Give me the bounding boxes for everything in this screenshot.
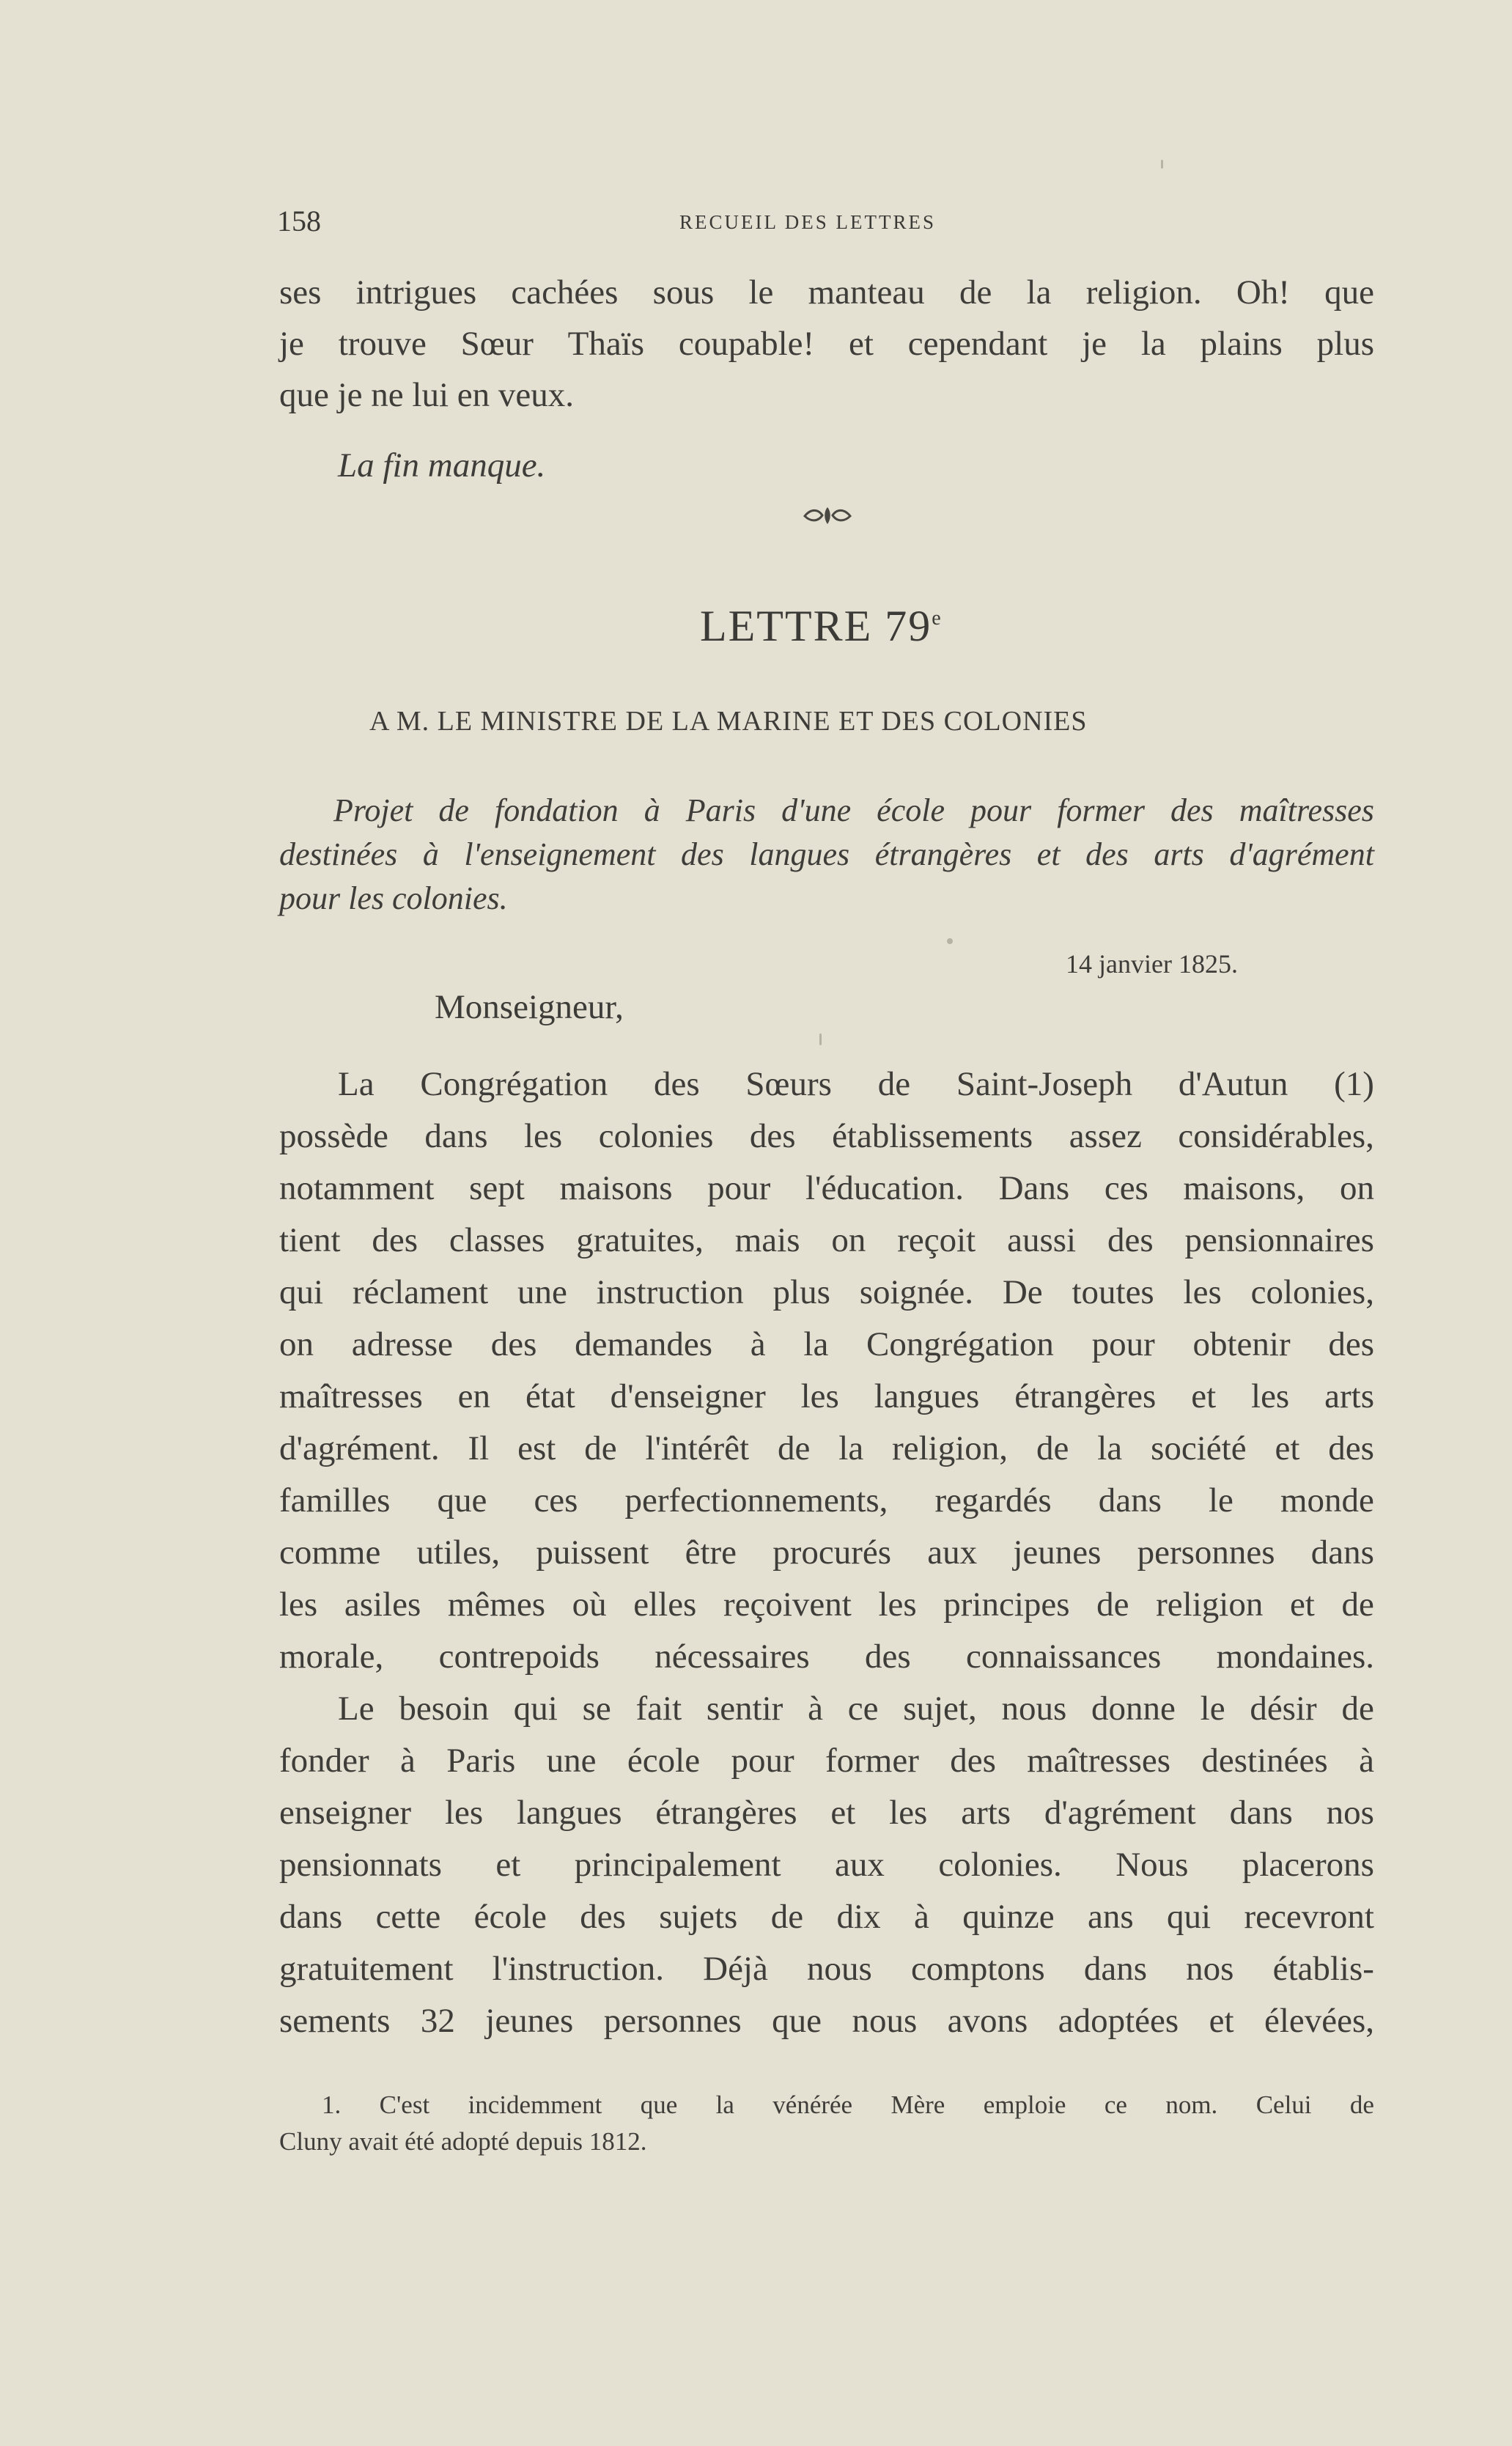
body-line: possède dans les colonies des établissements assez considérables,	[279, 1117, 1374, 1155]
body-line: dans cette école des sujets de dix à quinze ans qui recevront	[279, 1898, 1374, 1936]
body-line: gratuitement l'instruction. Déjà nous comptons dans nos établis-	[279, 1950, 1374, 1988]
salutation: Monseigneur,	[435, 988, 624, 1026]
paper-speck	[947, 938, 953, 944]
body-line: sements 32 jeunes personnes que nous avons adoptées et élevées,	[279, 2002, 1374, 2040]
letter-addressee: A M. LE MINISTRE DE LA MARINE ET DES COLONIES	[369, 706, 1088, 737]
ending-note: La fin manque.	[338, 446, 546, 485]
text-line: ses intrigues cachées sous le manteau de la religion. Oh! que	[279, 273, 1374, 312]
summary-line: pour les colonies.	[279, 880, 508, 916]
body-line: les asiles mêmes où elles reçoivent les principes de religion et de	[279, 1585, 1374, 1624]
body-line: maîtresses en état d'enseigner les langues étrangères et les arts	[279, 1377, 1374, 1415]
body-line: comme utiles, puissent être procurés aux jeunes personnes dans	[279, 1533, 1374, 1572]
body-line: qui réclament une instruction plus soignée. De toutes les colonies,	[279, 1273, 1374, 1311]
body-line: enseigner les langues étrangères et les arts d'agrément dans nos	[279, 1794, 1374, 1832]
summary-line: Projet de fondation à Paris d'une école pour former des maîtresses	[333, 792, 1374, 828]
letter-title-text: LETTRE 79	[700, 602, 932, 650]
letter-title-superscript: e	[932, 607, 943, 630]
paper-speck	[1161, 160, 1163, 169]
page-header	[277, 204, 1376, 240]
summary-line: destinées à l'enseignement des langues étrangères et des arts d'agrément	[279, 836, 1374, 872]
body-line: familles que ces perfectionnements, regardés dans le monde	[279, 1481, 1374, 1519]
body-line: pensionnats et principalement aux colonies. Nous placerons	[279, 1846, 1374, 1884]
body-line: on adresse des demandes à la Congrégation pour obtenir des	[279, 1325, 1374, 1363]
footnote-line: Cluny avait été adopté depuis 1812.	[279, 2127, 647, 2156]
footnote-line: 1. C'est incidemment que la vénérée Mère emploie ce nom. Celui de	[322, 2090, 1374, 2119]
letter-title	[700, 601, 943, 652]
running-head: RECUEIL DES LETTRES	[679, 211, 936, 233]
page-number: 158	[277, 205, 321, 237]
text-line: je trouve Sœur Thaïs coupable! et cependant je la plains plus	[279, 325, 1374, 363]
body-line: d'agrément. Il est de l'intérêt de la religion, de la société et des	[279, 1429, 1374, 1467]
fleuron-ornament-icon	[802, 504, 853, 526]
text-line: que je ne lui en veux.	[279, 376, 574, 414]
body-line: morale, contrepoids nécessaires des connaissances mondaines.	[279, 1638, 1374, 1676]
paper-speck	[819, 1034, 822, 1045]
body-line: La Congrégation des Sœurs de Saint-Joseph d'Autun (1)	[338, 1065, 1374, 1103]
body-line: tient des classes gratuites, mais on reçoit aussi des pensionnaires	[279, 1221, 1374, 1259]
body-line: notamment sept maisons pour l'éducation. Dans ces maisons, on	[279, 1169, 1374, 1207]
body-line: Le besoin qui se fait sentir à ce sujet, nous donne le désir de	[338, 1690, 1374, 1728]
letter-date: 14 janvier 1825.	[1066, 949, 1238, 979]
body-line: fonder à Paris une école pour former des maîtresses destinées à	[279, 1742, 1374, 1780]
